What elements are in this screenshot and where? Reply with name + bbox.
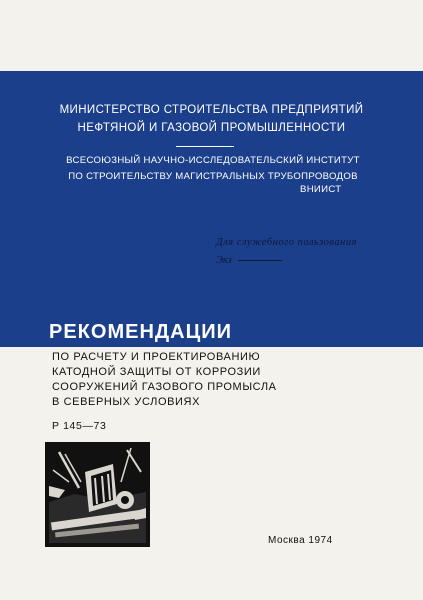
city-year: Москва 1974	[268, 535, 333, 546]
ministry-line-2: НЕФТЯНОЙ И ГАЗОВОЙ ПРОМЫШЛЕННОСТИ	[77, 122, 346, 134]
header-divider	[176, 146, 234, 147]
institute-line-1: ВСЕСОЮЗНЫЙ НАУЧНО-ИССЛЕДОВАТЕЛЬСКИЙ ИНСТИТУТ	[66, 155, 360, 166]
copy-number-stamp	[216, 255, 282, 266]
subtitle-line-2: КАТОДНОЙ ЗАЩИТЫ ОТ КОРРОЗИИ	[52, 366, 261, 378]
institute-name	[58, 153, 368, 185]
institute-abbreviation: ВНИИСТ	[300, 184, 342, 195]
subtitle-line-1: ПО РАСЧЕТУ И ПРОЕКТИРОВАНИЮ	[52, 351, 261, 363]
document-code: Р 145—73	[52, 420, 107, 432]
copy-number-blank	[238, 260, 282, 261]
document-subtitle	[52, 350, 352, 410]
subtitle-line-3: СООРУЖЕНИЙ ГАЗОВОГО ПРОМЫСЛА	[52, 381, 277, 393]
pipeline-construction-emblem	[45, 442, 150, 547]
institute-line-2: ПО СТРОИТЕЛЬСТВУ МАГИСТРАЛЬНЫХ ТРУБОПРОВОДОВ	[68, 171, 358, 182]
restriction-stamp: Для служебного пользования	[216, 237, 358, 248]
document-title: РЕКОМЕНДАЦИИ	[49, 321, 232, 343]
subtitle-line-4: В СЕВЕРНЫХ УСЛОВИЯХ	[52, 396, 201, 408]
ministry-name	[0, 101, 423, 137]
copy-label: Экз	[216, 255, 232, 266]
ministry-line-1: МИНИСТЕРСТВО СТРОИТЕЛЬСТВА ПРЕДПРИЯТИЙ	[59, 104, 364, 116]
